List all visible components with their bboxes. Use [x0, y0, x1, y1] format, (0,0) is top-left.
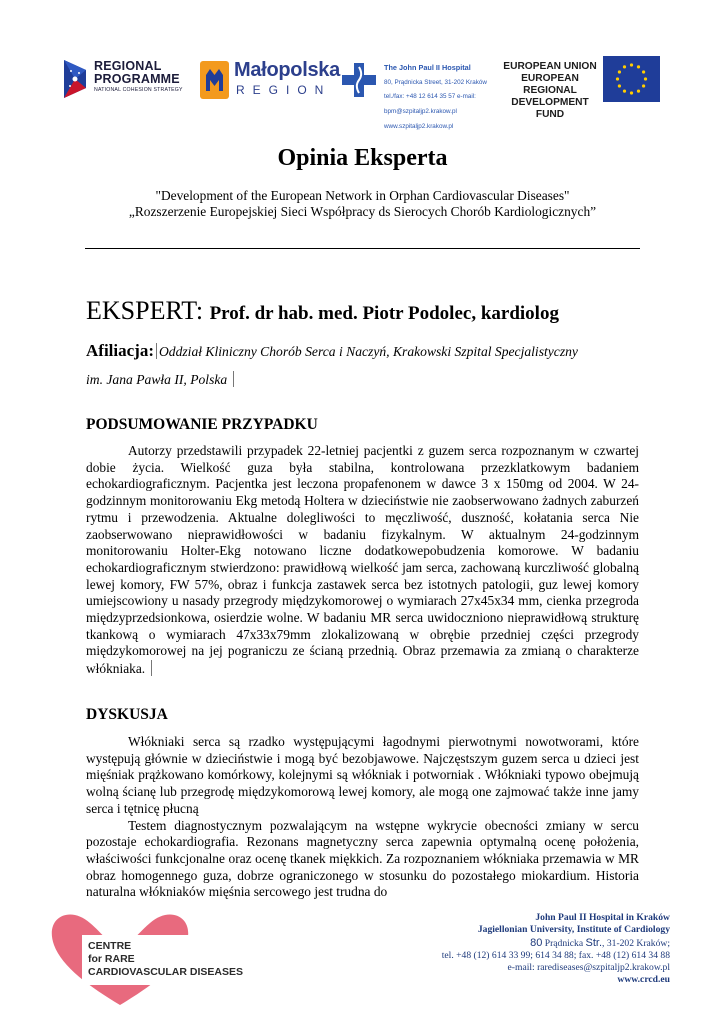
document-subtitle: [0, 188, 725, 220]
footer-address: [380, 937, 670, 950]
footer-address-city: , 31-202 Kraków;: [602, 937, 670, 949]
eu-line2: EUROPEAN REGIONAL: [521, 73, 579, 96]
footer-email[interactable]: e-mail: rarediseases@szpitaljp2.krakow.pl: [507, 962, 670, 974]
affiliation: [86, 341, 641, 388]
affiliation-label: Afiliacja:: [86, 341, 154, 360]
malopolska-emblem-icon: [200, 61, 229, 99]
expert-name: Prof. dr hab. med. Piotr Podolec, kardiolog: [209, 303, 559, 324]
footer-university: Jagiellonian University, Institute of Cardiology: [477, 924, 670, 936]
case-summary-text: Autorzy przedstawili przypadek 22-letniej pacjentki z guzem serca rozpoznanym w czwartej dobie życia. Wielkość guza była stabilna, kontrolowana przezklatkowym badaniem echokardiograficznym. Pacjentka jest leczona propafenonem w dawce 3 x 150mg od 2004. W 24-godzinnym monitorowaniu Ekg metodą Holtera w dzieciństwie nie zaobserwowano żadnych zaburzeń rytmu i przewodzenia. Aktualne dolegliwości to męczliwość, duszność, kołatania serca Nie zaobserwowano nieprawidłowości w badaniu fizykalnym. W aktualnym 24-godzinnym monitorowaniu Holter-Ekg notowano liczne dodatkowepobudzenia komorowe. W badaniu echokardiograficznym stwierdzono: prawidłową wielkość jam serca, zachowaną kurczliwość globalną lewej komory, FW 57%, obraz i funkcja zastawek serca bez istotnych patologii, guz lewej komory umiejscowiony u nasady przegrody międzykomorowej o wymiarach 27x45x34 mm, cienka przegroda międzyprzedsionkowa, osierdzie wolne. W badaniu MR serca uwidoczniono nieprawidłową strukturę tkankową o wymiarach 47x33x79mm zlokalizowaną w obrębie przedniej części przegrody międzykomorowej na jej pograniczu ze ścianą przednią. Obraz przemawia za zmianą o charakterze włókniaka.: [86, 443, 639, 677]
hospital-address: 80, Prądnicka Street, 31-202 Kraków: [384, 78, 487, 86]
footer-hospital: John Paul II Hospital in Kraków: [535, 912, 670, 923]
eu-line3: DEVELOPMENT FUND: [511, 97, 589, 120]
crcd-line1: CENTRE: [88, 940, 132, 952]
footer-contact: [380, 912, 670, 987]
eu-line1: EUROPEAN UNION: [503, 61, 597, 72]
expert-label: EKSPERT:: [86, 296, 204, 325]
malopolska-name: Małopolska: [234, 59, 340, 81]
footer-phones: tel. +48 (12) 614 33 99; 614 34 88; fax. +48 (12) 614 34 88: [441, 949, 670, 961]
document-title: Opinia Eksperta: [277, 145, 448, 171]
medical-cross-icon: [342, 63, 376, 97]
section-case-summary-heading: PODSUMOWANIE PRZYPADKU: [86, 416, 318, 433]
hospital-contact: tel./fax: +48 12 614 35 57 e-mail:: [384, 93, 476, 101]
section-case-summary: [86, 443, 639, 678]
title-divider: [85, 248, 640, 249]
hospital-email: bpm@szpitaljp2.krakow.pl: [384, 108, 457, 116]
regional-programme-emblem-icon: [62, 58, 88, 100]
discussion-paragraph-2: Testem diagnostycznym pozwalającym na wstępne wykrycie obecności zmiany w sercu pozostaje echokardiografia. Rezonans magnetyczny serca zapewnia optymalną ocenę położenia, właściwości funkcjonalne oraz ocenę tkanek miękkich. Za rozpoznaniem włókniaka przemawia w MR obraz homogennego guza, dobrze ograniczonego w stosunku do pozostałego miokardium. Historia naturalna włókniaków mięśnia sercowego jest trudna do: [86, 817, 639, 900]
eu-flag-icon: [603, 56, 660, 102]
footer-address-number: 80: [530, 936, 543, 949]
text-cursor: [156, 343, 157, 359]
malopolska-region: REGION: [236, 83, 332, 97]
footer-web[interactable]: www.crcd.eu: [617, 974, 670, 986]
text-cursor: [151, 660, 152, 676]
regional-line1: REGIONAL: [94, 59, 162, 73]
expert-heading: [86, 296, 559, 326]
footer-address-str: Str.: [585, 936, 603, 949]
crcd-line3: CARDIOVASCULAR DISEASES: [88, 966, 243, 978]
discussion-paragraph-1: Włókniaki serca są rzadko występującymi łagodnymi pierwotnymi nowotworami, które występują głównie w dzieciństwie i mogą być bezobjawowe. Najczęstszym guzem serca u dzieci jest mięśniak prążkowano komórkowy, kolejnymi są włókniak i potworniak . Włókniaki typowo obejmują wolną ścianę lub przegrodę międzykomorową lewej komory, ale mogą one zajmować także inne jamy serca i tętnicę płucną: [86, 734, 639, 816]
affiliation-line1: Oddział Kliniczny Chorób Serca i Naczyń, Krakowski Szpital Specjalistyczny: [158, 344, 578, 359]
subtitle-english: "Development of the European Network in Orphan Cardiovascular Diseases": [155, 188, 570, 203]
affiliation-line2: im. Jana Pawła II, Polska: [86, 372, 228, 387]
section-discussion: [86, 734, 639, 901]
section-discussion-heading: DYSKUSJA: [86, 706, 168, 723]
regional-line2: PROGRAMME: [94, 72, 180, 86]
hospital-logo: [342, 55, 492, 130]
eu-fund-logo: [503, 56, 663, 120]
regional-programme-logo: [62, 55, 192, 105]
text-cursor: [233, 371, 234, 387]
crcd-line2: for RARE: [88, 953, 135, 965]
regional-line3: NATIONAL COHESION STRATEGY: [94, 87, 183, 93]
footer-address-street: Prądnicka: [544, 937, 584, 949]
crcd-logo: [50, 905, 290, 1015]
hospital-web: www.szpitaljp2.krakow.pl: [384, 122, 454, 130]
malopolska-region-logo: [200, 57, 340, 103]
subtitle-polish: „Rozszerzenie Europejskiej Sieci Współpracy ds Sierocych Chorób Kardiologicznych”: [128, 204, 597, 219]
hospital-name: The John Paul II Hospital: [384, 63, 471, 73]
